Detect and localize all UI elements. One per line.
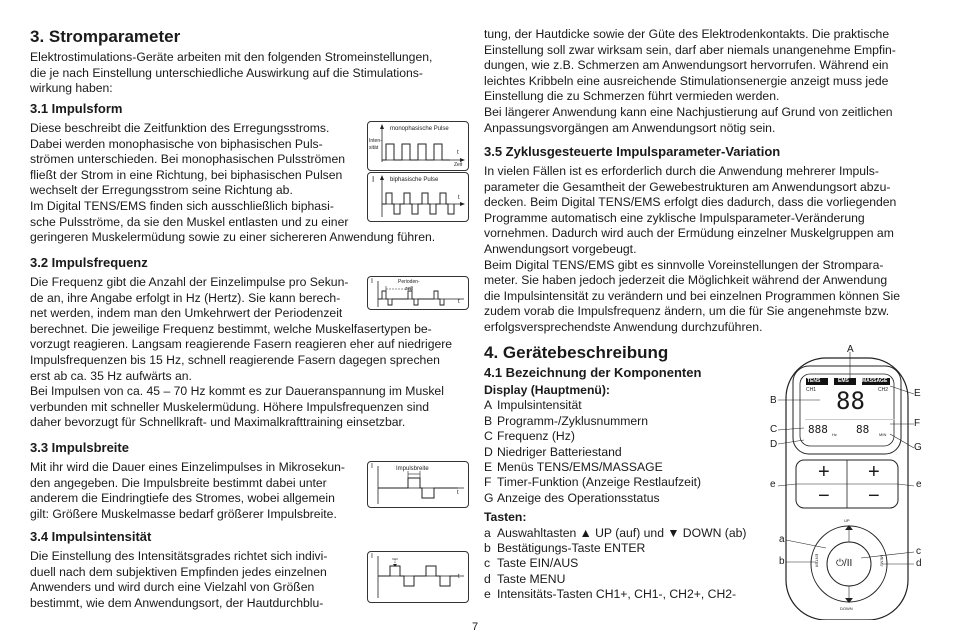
section-3-3-heading: 3.3 Impulsbreite bbox=[30, 440, 129, 455]
section-3-4-continued-text: tung, der Hautdicke sowie der Güte des Elektrodenkontakts. Die praktische Einstellung soll zwar wirksam sein, darf aber niemals unangenehme Empfin- dungen, wie z.B. Schmerzen am Anwendungsort hervorrufen. Während ein leichtes Kribbeln eine ausreichende Stimulationsenergie anzeigt muss jede Einstellung die zu Schmerzen führt vermieden werden. Bei längerer Anwendung kann eine Nachjustierung auf Grund von zeitlichen Anpassungsvorgängen am Anwendungsort nötig sein. bbox=[484, 27, 896, 135]
t-axis-letter: t bbox=[458, 299, 460, 305]
ch1-plus-button[interactable]: + bbox=[818, 461, 830, 483]
ch2-plus-button[interactable]: + bbox=[868, 461, 880, 483]
menu-button[interactable]: MENU bbox=[879, 554, 885, 567]
callout-e-left: e bbox=[770, 479, 776, 490]
mode-tens-label: TENS bbox=[807, 378, 821, 384]
section-3-3-text: Mit ihr wird die Dauer eines Einzelimpulses in Mikrosekun- den angegeben. Die Impulsbreite bestimmt dabei unter anderem die Eindringtiefe des Stromes, wobei allgemein gilt: Größere Muskelmasse bedarf größerer Impulsbreite. bbox=[30, 460, 345, 521]
section-3-heading: 3. Stromparameter bbox=[30, 27, 181, 46]
device-illustration bbox=[766, 344, 926, 620]
frequency-display: 888 bbox=[808, 423, 828, 436]
t-axis-letter: t bbox=[458, 195, 460, 201]
keys-title: Tasten: bbox=[484, 510, 527, 525]
section-4-1-heading: 4.1 Bezeichnung der Komponenten bbox=[484, 365, 702, 380]
period-label: Perioden- zeit bbox=[398, 279, 420, 292]
key-item: b Bestätigungs-Taste ENTER bbox=[484, 541, 646, 556]
intensity-figure bbox=[367, 551, 469, 603]
section-3-5-text: In vielen Fällen ist es erforderlich durch die Anwendung mehrerer Impuls- parameter die Gesamtheit der Gewebestrukturen am Anwendungsort abzu- decken. Beim Digital TENS/EMS erfolgt dies dadurch, dass die vorliegenden Programme automatisch eine zyklische Impulsparameter-Veränderung vornehmen. Dadurch wird auch der Ermüdung einzelner Muskelgruppen am Anwendungsort vorgebeugt. Beim Digital TENS/EMS gibt es sinnvolle Voreinstellungen der Strompara- meter. Sie haben jedoch jederzeit die Möglichkeit während der Anwendung die Impulsintensität zu verändern und bei einzelnen Programmen können Sie zudem vorab die Impulsfrequenz ändern, um die für Sie angenehmste bzw. erfolgsversprechendste Anwendung durchzuführen. bbox=[484, 164, 900, 334]
section-4-heading: 4. Gerätebeschreibung bbox=[484, 343, 669, 362]
enter-button[interactable]: ENTER bbox=[814, 553, 820, 568]
mode-ems-label: EMS bbox=[838, 378, 849, 384]
ch1-label: CH1 bbox=[806, 387, 817, 393]
key-item: d Taste MENU bbox=[484, 571, 566, 586]
section-3-1-heading: 3.1 Impulsform bbox=[30, 101, 123, 116]
display-item: G Anzeige des Operationsstatus bbox=[484, 490, 660, 505]
callout-F: F bbox=[914, 418, 921, 429]
key-item: a Auswahltasten ▲ UP (auf) und ▼ DOWN (ab) bbox=[484, 525, 747, 540]
section-3-2-heading: 3.2 Impulsfrequenz bbox=[30, 255, 148, 270]
display-item: F Timer-Funktion (Anzeige Restlaufzeit) bbox=[484, 475, 702, 490]
tens-ems-device-diagram bbox=[766, 344, 926, 620]
hz-unit: Hz bbox=[832, 432, 837, 437]
section-3-5-heading: 3.5 Zyklusgesteuerte Impulsparameter-Variation bbox=[484, 144, 781, 159]
callout-E: E bbox=[914, 388, 921, 399]
display-item: B Programm-/Zyklusnummern bbox=[484, 413, 649, 428]
time-axis-label: Zeit bbox=[454, 162, 463, 168]
callout-C: C bbox=[770, 424, 778, 435]
display-item: C Frequenz (Hz) bbox=[484, 429, 575, 444]
intensity-diagram bbox=[368, 552, 468, 602]
i-axis-letter: I bbox=[371, 553, 373, 560]
page-number: 7 bbox=[472, 621, 479, 633]
display-title: Display (Hauptmenü): bbox=[484, 383, 610, 397]
monophasic-pulse-figure bbox=[367, 121, 469, 171]
section-3-4-heading: 3.4 Impulsintensität bbox=[30, 529, 152, 544]
components-list bbox=[484, 383, 774, 603]
section-3-2-text: Die Frequenz gibt die Anzahl der Einzelimpulse pro Sekun- de an, ihre Angabe erfolgt in Hz (Hertz). Sie kann berech- net werden, indem man den Umkehrwert der Periodenzeit berechnet. Die jeweilige Frequenz bestimmt, welche Muskelfasertypen be- vorzugt reagieren. Langsam reagierende Fasern reagieren eher auf niedrigere Impulsfrequenzen bis 15 Hz, schnell reagierende Fasern dagegen sprechen erst ab ca. 35 Hz aufwärts an. Bei Impulsen von ca. 45 – 70 Hz kommt es zur Daueranspannung im Muskel verbunden mit schneller Muskelermüdung. Höhere Impulsfrequenzen sind daher bevorzugt für Schnellkraft- und Maximalkrafttraining einsetzbar. bbox=[30, 275, 453, 430]
callout-D: D bbox=[770, 439, 778, 450]
section-3-intro: Elektrostimulations-Geräte arbeiten mit den folgenden Stromeinstellungen, die je nach Einstellung unterschiedliche Auswirkung auf die Stimulations- wirkung haben: bbox=[30, 50, 433, 96]
power-pause-button[interactable]: ⏻/II bbox=[836, 558, 853, 569]
i-axis-letter: I bbox=[371, 463, 373, 470]
biphasic-pulse-figure bbox=[367, 172, 469, 222]
min-unit: MIN bbox=[879, 432, 887, 437]
i-axis-letter: I bbox=[371, 278, 373, 285]
section-3-4-text: Die Einstellung des Intensitätsgrades richtet sich indivi- duell nach dem subjektiven Empfinden jedes einzelnen Anwenders und wird durch eine Vielzahl von Größen bestimmt, wie dem Anwendungsort, der Hautdurchblu- bbox=[30, 549, 328, 610]
program-number-display: 88 bbox=[836, 387, 865, 415]
monophasic-label: monophasische Pulse bbox=[390, 126, 449, 132]
display-item: A Impulsintensität bbox=[484, 398, 582, 413]
callout-a: a bbox=[779, 534, 785, 545]
i-axis-letter: I bbox=[372, 175, 375, 184]
callout-c: c bbox=[916, 546, 921, 557]
key-item: e Intensitäts-Tasten CH1+, CH1-, CH2+, CH2- bbox=[484, 587, 737, 602]
intensity-axis-label: Inten- sität bbox=[369, 138, 382, 151]
pulse-width-figure bbox=[367, 461, 469, 508]
callout-e-right: e bbox=[916, 479, 922, 490]
t-axis-letter: t bbox=[457, 150, 459, 156]
pulse-width-label: Impulsbreite bbox=[396, 466, 429, 472]
callout-d: d bbox=[916, 558, 922, 569]
up-button[interactable]: UP bbox=[844, 518, 850, 523]
display-item: E Menüs TENS/EMS/MASSAGE bbox=[484, 460, 663, 475]
display-item: D Niedriger Batteriestand bbox=[484, 444, 622, 459]
t-axis-letter: t bbox=[457, 490, 459, 496]
ch1-minus-button[interactable]: − bbox=[818, 485, 830, 507]
callout-G: G bbox=[914, 442, 922, 453]
ch2-label: CH2 bbox=[878, 387, 889, 393]
key-item: c Taste EIN/AUS bbox=[484, 556, 579, 571]
t-axis-letter: t bbox=[458, 574, 460, 580]
mode-massage-label: MASSAGE bbox=[862, 378, 888, 384]
biphasic-label: biphasische Pulse bbox=[390, 177, 439, 183]
section-3-1-text: Diese beschreibt die Zeitfunktion des Erregungsstroms. Dabei werden monophasische von biphasischen Puls- strömen unterschieden. Bei monophasischen Pulsströmen fließt der Strom in eine Richtung, bei biphasischen Pulsen wechselt der Erregungsstrom seine Richtung ab. Im Digital TENS/EMS finden sich ausschließlich biphasi- sche Pulsströme, da sie den Muskel entlasten und zu einer geringeren Muskelermüdung sowie zu einer sichereren Anwendung führen. bbox=[30, 121, 436, 245]
callout-B: B bbox=[770, 395, 777, 406]
timer-display: 88 bbox=[856, 423, 870, 436]
callout-b: b bbox=[779, 556, 785, 567]
ch2-minus-button[interactable]: − bbox=[868, 485, 880, 507]
callout-A: A bbox=[847, 344, 854, 355]
down-button[interactable]: DOWN bbox=[840, 606, 853, 611]
period-figure bbox=[367, 276, 469, 310]
